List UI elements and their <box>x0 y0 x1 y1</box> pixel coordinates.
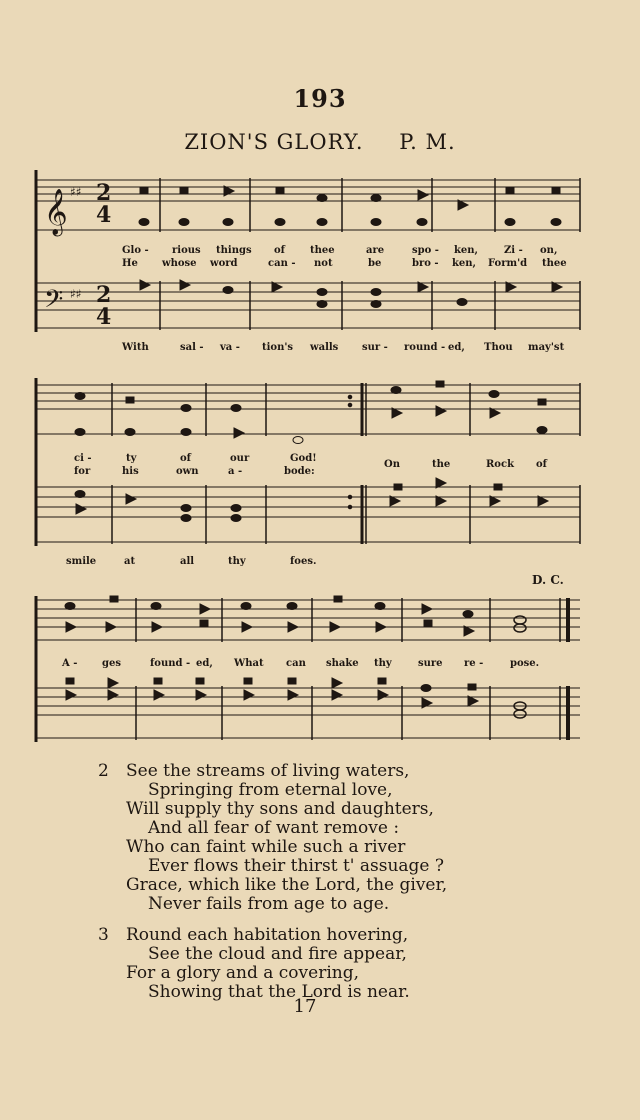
lyric-word: sur - <box>362 342 388 353</box>
lyric-word: ges <box>102 658 121 669</box>
lyric-word: ken, <box>454 245 479 256</box>
svg-text:4: 4 <box>96 304 112 330</box>
hymn-meter: P. M. <box>399 130 456 154</box>
lyric-word: bode: <box>284 466 315 477</box>
lyric-word: ken, <box>452 258 477 269</box>
lyric-word: foes. <box>290 556 317 567</box>
lyric-word: of <box>274 245 285 256</box>
lyric-word: for <box>74 466 91 477</box>
system1-bass-staff <box>36 283 580 328</box>
lyric-word: thy <box>374 658 392 669</box>
lyric-word: sal - <box>180 342 204 353</box>
signature-mark: 17 <box>293 996 317 1017</box>
verse-line: For a glory and a covering, <box>126 963 359 983</box>
system2-lyrics-top <box>0 453 640 470</box>
svg-text:2: 2 <box>96 180 112 206</box>
lyric-word: spo - <box>412 245 439 256</box>
svg-text:4: 4 <box>96 202 112 228</box>
lyric-word: thee <box>310 245 335 256</box>
lyric-word: bro - <box>412 258 439 269</box>
lyric-word: can - <box>268 258 296 269</box>
lyric-word: can <box>286 658 306 669</box>
lyric-word: all <box>180 556 195 567</box>
lyric-word: our <box>230 453 250 464</box>
hymn-title-text: ZION'S GLORY. <box>184 130 364 154</box>
lyric-word: ed, <box>448 342 465 353</box>
lyric-word: Rock <box>486 459 514 470</box>
lyric-word: found - <box>150 658 191 669</box>
lyric-word: smile <box>66 556 97 567</box>
svg-text:𝄢: 𝄢 <box>44 285 64 320</box>
system2-lyrics-mid <box>0 466 640 480</box>
lyric-word: A - <box>62 658 78 669</box>
lyric-word: Form'd <box>488 258 528 269</box>
lyric-word: ci - <box>74 453 92 464</box>
system2-lyrics-bottom <box>0 556 640 570</box>
system1-lyrics-top <box>0 245 640 259</box>
verse-number: 2 <box>98 761 109 781</box>
verse-line: See the streams of living waters, <box>126 761 410 781</box>
system3-lyrics <box>0 658 640 672</box>
lyric-word: of <box>180 453 191 464</box>
lyric-word: things <box>216 245 252 256</box>
lyric-word: a - <box>228 466 243 477</box>
lyric-word: sure <box>418 658 443 669</box>
lyric-word: are <box>366 245 385 256</box>
lyric-word: at <box>124 556 136 567</box>
lyric-word: He <box>122 258 138 269</box>
verse-line: And all fear of want remove : <box>148 818 400 838</box>
verse-line: Round each habitation hovering, <box>126 925 409 945</box>
lyric-word: va - <box>220 342 240 353</box>
lyric-word: word <box>210 258 238 269</box>
lyric-word: tion's <box>262 342 294 353</box>
verse-line: Will supply thy sons and daughters, <box>126 799 434 819</box>
system1-lyrics-mid <box>0 258 640 272</box>
lyric-word: On <box>384 459 400 470</box>
system1-treble-staff <box>36 180 580 230</box>
svg-text:𝄞: 𝄞 <box>44 189 68 235</box>
lyric-word: With <box>122 342 149 353</box>
lyric-word: ed, <box>196 658 213 669</box>
svg-text:2: 2 <box>96 282 112 308</box>
lyric-word: What <box>234 658 264 669</box>
verse-line: Never fails from age to age. <box>148 894 390 914</box>
lyric-word: of <box>536 459 547 470</box>
system3-treble-staff <box>36 600 580 640</box>
lyric-word: round - <box>404 342 446 353</box>
da-capo-marking: D. C. <box>532 573 564 587</box>
verse-line: Springing from eternal love, <box>148 780 393 800</box>
lyric-word: his <box>122 466 139 477</box>
lyric-word: not <box>314 258 333 269</box>
lyric-word: whose <box>162 258 197 269</box>
lyric-word: rious <box>172 245 201 256</box>
lyric-word: be <box>368 258 382 269</box>
lyric-word: re - <box>464 658 484 669</box>
lyric-word: Thou <box>484 342 513 353</box>
verse-number: 3 <box>98 925 109 945</box>
verse-3 <box>98 924 538 1004</box>
svg-text:♯♯: ♯♯ <box>70 185 82 199</box>
verse-2 <box>98 760 538 940</box>
lyric-word: thee <box>542 258 567 269</box>
system2-bass-staff <box>36 487 580 542</box>
lyric-word: Glo - <box>122 245 149 256</box>
lyric-word: thy <box>228 556 246 567</box>
verse-line: Showing that the Lord is near. <box>148 982 410 1002</box>
lyric-word: walls <box>310 342 339 353</box>
lyric-word: shake <box>326 658 359 669</box>
lyric-word: Zi - <box>504 245 523 256</box>
lyric-word: own <box>176 466 199 477</box>
svg-text:♯♯: ♯♯ <box>70 287 82 301</box>
lyric-word: ty <box>126 453 137 464</box>
page-number: 193 <box>293 84 347 113</box>
verse-line: See the cloud and fire appear, <box>148 944 407 964</box>
lyric-word: pose. <box>510 658 540 669</box>
lyric-word: on, <box>540 245 558 256</box>
verse-line: Grace, which like the Lord, the giver, <box>126 875 448 895</box>
verse-line: Ever flows their thirst t' assuage ? <box>148 856 445 876</box>
lyric-word: God! <box>290 453 317 464</box>
verse-line: Who can faint while such a river <box>126 837 406 857</box>
lyric-word: the <box>432 459 451 470</box>
lyric-word: may'st <box>528 342 565 353</box>
system1-lyrics-bottom <box>0 342 640 356</box>
